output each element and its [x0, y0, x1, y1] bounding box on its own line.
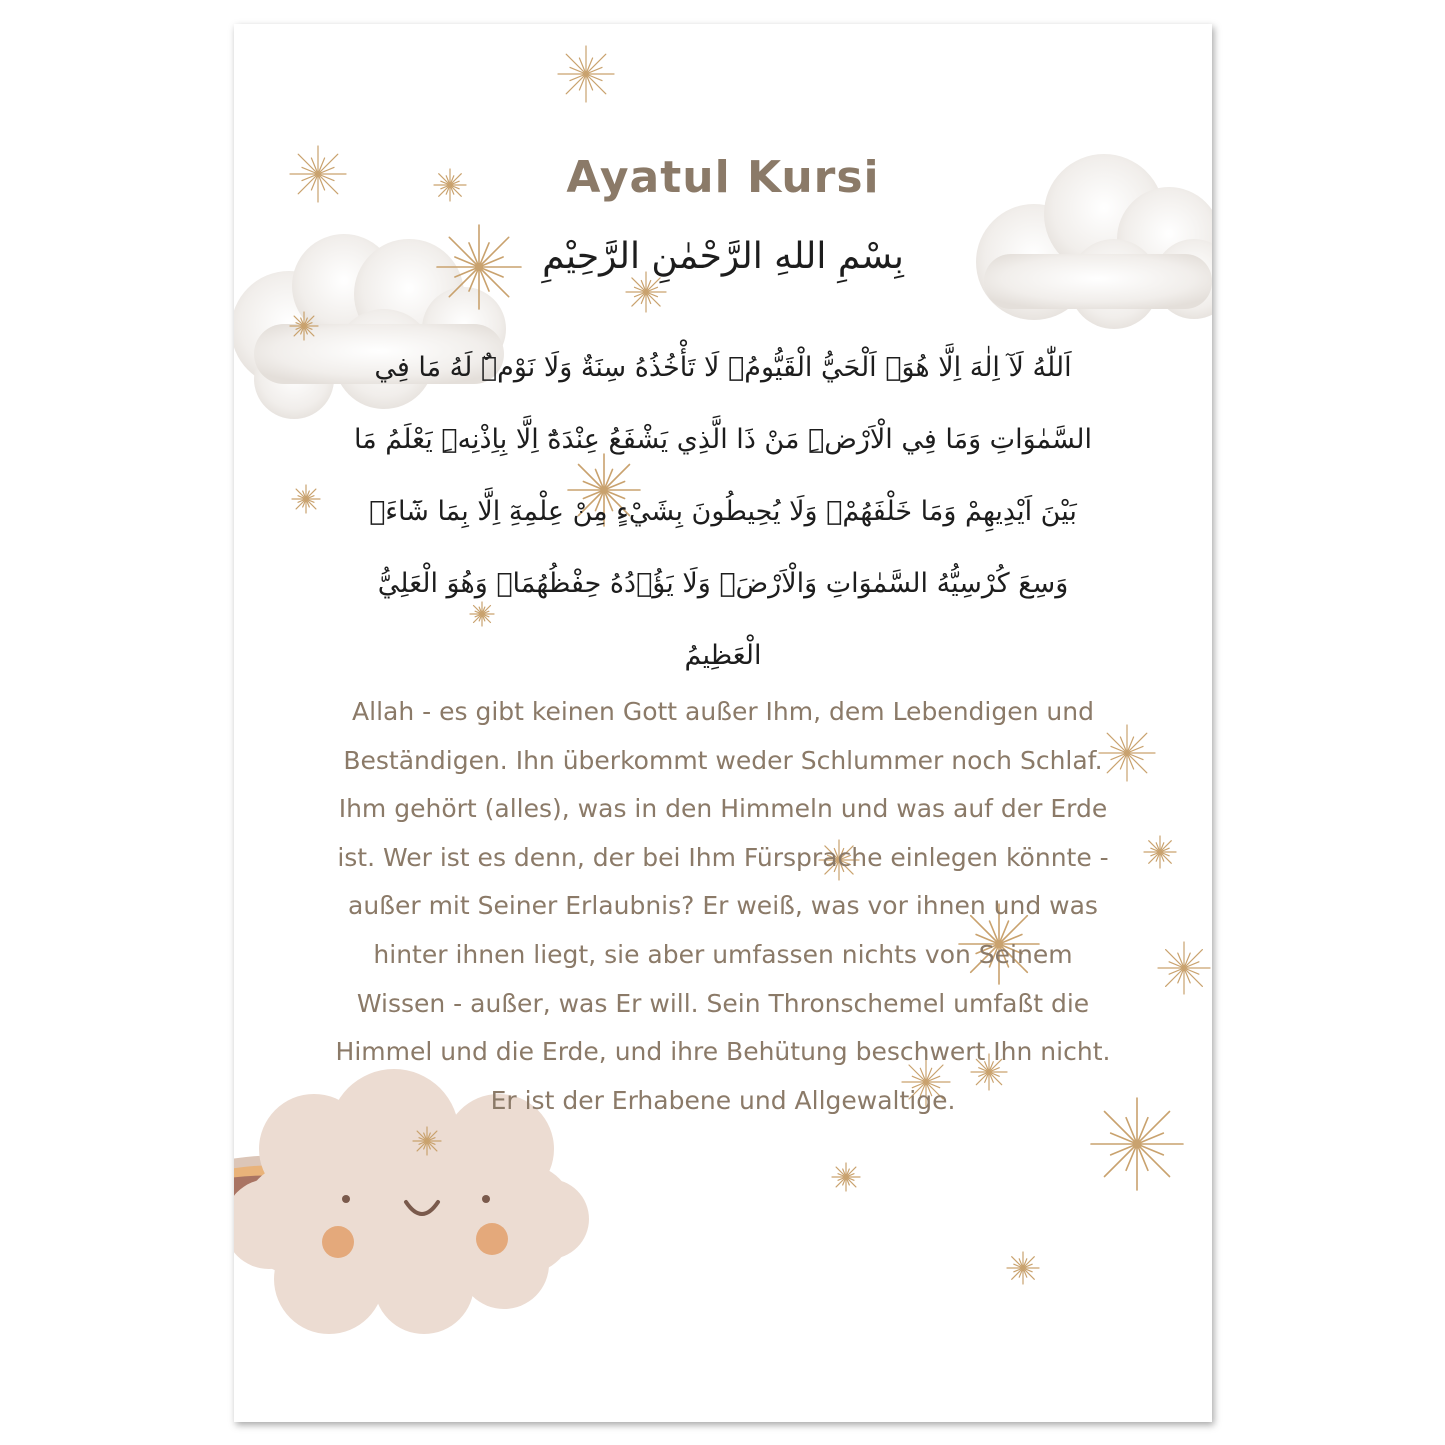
arabic-verse: اَللّٰهُ لَآ اِلٰهَ اِلَّا هُوَۚ اَلْحَيُّ الْقَيُّومُۚ لَا تَأْخُذُهُ سِنَةٌ وَلَا نَوْمٌۜ لَهُ مَا فِي السَّمٰوَاتِ وَمَا فِي الْاَرْضِۜ مَنْ ذَا الَّذِي يَشْفَعُ عِنْدَهُٓ اِلَّا بِاِذْنِهِۜ يَعْلَمُ مَا بَيْنَ اَيْدِيهِمْ وَمَا خَلْفَهُمْۚ وَلَا يُحِيطُونَ بِشَيْءٍ مِنْ عِلْمِهِٓ اِلَّا بِمَا شَٓاءَۚ وَسِعَ كُرْسِيُّهُ السَّمٰوَاتِ وَالْاَرْضَۚ وَلَا يَؤُ۫دُهُ حِفْظُهُمَاۚ وَهُوَ الْعَلِيُّ الْعَظِيمُ	[354, 352, 1092, 671]
sparkle-star-icon	[1158, 942, 1210, 994]
sparkle-star-icon	[1007, 1252, 1039, 1284]
page-title: Ayatul Kursi	[566, 152, 880, 203]
sparkle-star-icon	[558, 46, 614, 102]
sparkle-star-icon	[292, 485, 320, 513]
german-translation: Allah - es gibt keinen Gott außer Ihm, dem Lebendigen und Beständigen. Ihn überkommt weder Schlummer noch Schlaf. Ihm gehört (alles), was in den Himmeln und was auf der Erde ist. Wer ist es denn, der bei Ihm Fürsprache einlegen könnte - außer mit Seiner Erlaubnis? Er weiß, was vor ihnen und was hinter ihnen liegt, sie aber umfassen nichts von Seinem Wissen - außer, was Er will. Sein Thronschemel umfaßt die Himmel und die Erde, und ihre Behütung beschwert Ihn nicht. Er ist der Erhabene und Allgewaltige.	[335, 697, 1111, 1115]
sparkle-star-icon	[1144, 836, 1176, 868]
basmala-calligraphy: بِسْمِ اللهِ الرَّحْمٰنِ الرَّحِيْمِ	[542, 236, 904, 277]
poster-page	[234, 24, 1212, 1422]
sparkle-star-icon	[290, 312, 318, 340]
sparkle-star-icon	[832, 1163, 860, 1191]
sparkle-star-icon	[626, 272, 666, 312]
sparkle-star-icon	[413, 1127, 441, 1155]
